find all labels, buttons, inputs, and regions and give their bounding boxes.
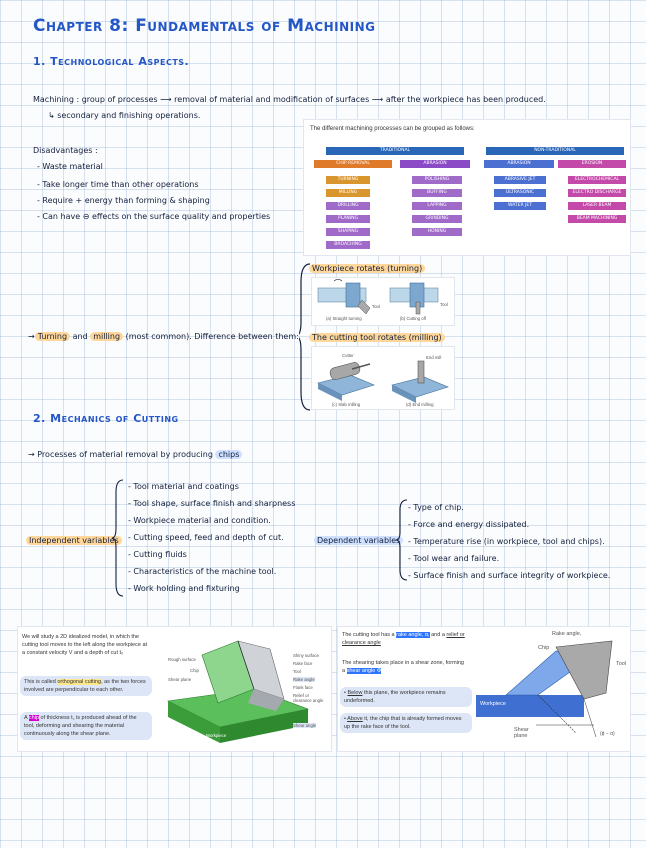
section1-heading: 1. Technological Aspects. — [33, 55, 190, 68]
erosion-item: LASER BEAM — [568, 202, 626, 210]
independent-item: - Tool material and coatings — [128, 482, 239, 491]
abrasion-item: LAPPING — [412, 202, 462, 210]
erosion-header: EROSION — [558, 160, 626, 168]
classification-caption: The different machining processes can be grouped as follows: — [310, 126, 475, 132]
turning-figure — [311, 277, 455, 326]
disadvantage-item: - Can have ⊖ effects on the surface quality and properties — [37, 212, 271, 221]
abrasion-item: POLISHING — [412, 176, 462, 184]
chip-item: DRILLING — [326, 202, 370, 210]
rake-paragraph: The cutting tool has a rake angle, α, and a relief or clearance angle — [342, 632, 465, 646]
cutter-label: Cutter — [342, 353, 354, 358]
chip-item: MILLING — [326, 189, 370, 197]
tool-label: Tool — [372, 304, 380, 309]
dependent-item: - Tool wear and failure. — [408, 554, 500, 563]
section2-heading: 2. Mechanics of Cutting — [33, 412, 179, 425]
traditional-header: TRADITIONAL — [326, 147, 464, 155]
abrasion-item: HONING — [412, 228, 462, 236]
chip-item: TURNING — [326, 176, 370, 184]
orthogonal-model-card — [17, 626, 332, 752]
arrow-right-icon: ⟶ — [160, 95, 175, 104]
shear-paragraph: The shearing takes place in a shear zone, forming a shear angle Φ — [342, 660, 464, 674]
independent-item: - Workpiece material and condition. — [128, 516, 271, 525]
dependent-item: - Surface finish and surface integrity of workpiece. — [408, 571, 611, 580]
abrasion-item: GRINDING — [412, 215, 462, 223]
endmill-label: End mill — [426, 355, 442, 360]
orthogonal-paragraph: This is called orthogonal cutting, as the two forces involved are perpendicular to each other. — [20, 676, 152, 696]
disadvantage-item: - Require + energy than forming & shaping — [37, 196, 210, 205]
dependent-item: - Force and energy dissipated. — [408, 520, 530, 529]
nt-abrasion-header: ABRASION — [484, 160, 554, 168]
dependent-variables-label: Dependent variables — [314, 536, 403, 545]
disadvantage-item: - Waste material — [37, 162, 103, 171]
erosion-item: BEAM MACHINING — [568, 215, 626, 223]
model-left-label: Shear plane — [168, 677, 192, 682]
bullet-icon: • — [344, 716, 348, 722]
milling-caption-d: (d) End milling — [406, 402, 434, 407]
classification-diagram — [303, 119, 631, 256]
tool-label: Tool — [440, 302, 448, 307]
brace-icon — [112, 478, 124, 598]
abrasion-header: ABRASION — [400, 160, 470, 168]
workpiece-label: Workpiece — [206, 733, 227, 738]
arrow-right-icon: ⟶ — [371, 95, 386, 104]
nt-abrasion-item: ULTRASONIC — [494, 189, 546, 197]
tool-rotates-label: The cutting tool rotates (milling) — [309, 333, 445, 342]
model-right-label: Rake angle — [293, 677, 315, 682]
model-right-label: Tool — [293, 669, 301, 674]
brace-icon — [396, 498, 408, 582]
model-left-label: Rough surface — [168, 657, 196, 662]
milling-caption-c: (c) Slab milling — [332, 402, 361, 407]
model-paragraph: We will study a 2D idealized model, in which the cutting tool moves to the left along the workpiece at a constant velocity V and a depth of cut t₀ — [22, 634, 148, 656]
independent-item: - Cutting fluids — [128, 550, 187, 559]
chip-item: BROACHING — [326, 241, 370, 249]
below-paragraph: • Below this plane, the workpiece remains undeformed. — [340, 687, 472, 707]
disadvantage-item: - Take longer time than other operations — [37, 180, 199, 189]
rake-angle-label: Rake angle, — [552, 631, 582, 637]
independent-item: - Cutting speed, feed and depth of cut. — [128, 533, 284, 542]
nt-abrasion-item: ABRASIVE JET — [494, 176, 546, 184]
chip-item: SHAPING — [326, 228, 370, 236]
workpiece-rotates-label: Workpiece rotates (turning) — [309, 264, 425, 273]
milling-figure — [311, 346, 455, 410]
chip-paragraph: A chip of thickness t꜀ is produced ahead of the tool, deforming and shearing the material continuously along the shear plane. — [20, 712, 152, 740]
erosion-item: ELECTRO DISCHARGE — [568, 189, 626, 197]
turning-caption-a: (a) Straight turning — [326, 316, 362, 321]
turning-caption-b: (b) Cutting off — [400, 316, 426, 321]
independent-item: - Tool shape, surface finish and sharpness — [128, 499, 296, 508]
rake-angle-diagram — [476, 633, 626, 747]
abrasion-item: BUFFING — [412, 189, 462, 197]
dependent-item: - Temperature rise (in workpiece, tool and chips). — [408, 537, 605, 546]
independent-variables-label: Independent variables — [26, 536, 122, 545]
disadvantages-title: Disadvantages : — [33, 146, 98, 155]
rake-angle-card — [337, 626, 631, 752]
model-right-label: Shiny surface — [293, 653, 320, 658]
model-right-label: Relief or clearance angle — [293, 693, 324, 703]
dependent-item: - Type of chip. — [408, 503, 464, 512]
above-paragraph: • Above it, the chip that is already formed moves up the rake face of the tool. — [340, 713, 472, 733]
independent-item: - Work holding and fixturing — [128, 584, 240, 593]
model-right-label: Shear angle — [293, 723, 317, 728]
workpiece-label: Workpiece — [480, 701, 506, 707]
bullet-icon: • — [344, 690, 348, 696]
nt-abrasion-item: WATER JET — [494, 202, 546, 210]
turning-milling-note: → Turning and milling (most common). Difference between them: — [28, 332, 299, 341]
arrow-return-icon: ↳ — [48, 111, 58, 120]
non-traditional-header: NON-TRADITIONAL — [486, 147, 624, 155]
page-title: Chapter 8: Fundamentals of Machining — [33, 16, 376, 36]
model-right-label: Rake face — [293, 661, 313, 666]
model-left-label: Chip — [190, 668, 199, 673]
independent-item: - Characteristics of the machine tool. — [128, 567, 277, 576]
erosion-item: ELECTROCHEMICAL — [568, 176, 626, 184]
chip-label: Chip — [538, 645, 550, 651]
machining-secondary: ↳ secondary and finishing operations. — [48, 111, 201, 120]
chip-removal-header: CHIP REMOVAL — [314, 160, 392, 168]
shear-plane-label: Shear plane — [514, 727, 529, 739]
arrow-right-icon: → — [28, 332, 35, 341]
tool-label: Tool — [616, 661, 627, 667]
machining-definition: Machining : group of processes ⟶ removal of material and modification of surfaces ⟶ after the workpiece has been produced. — [33, 95, 546, 104]
angle-label: (ϕ − α) — [600, 731, 615, 737]
chip-item: PLANING — [326, 215, 370, 223]
model-right-label: Flank face — [293, 685, 313, 690]
section2-intro: → Processes of material removal by producing chips — [28, 450, 242, 459]
